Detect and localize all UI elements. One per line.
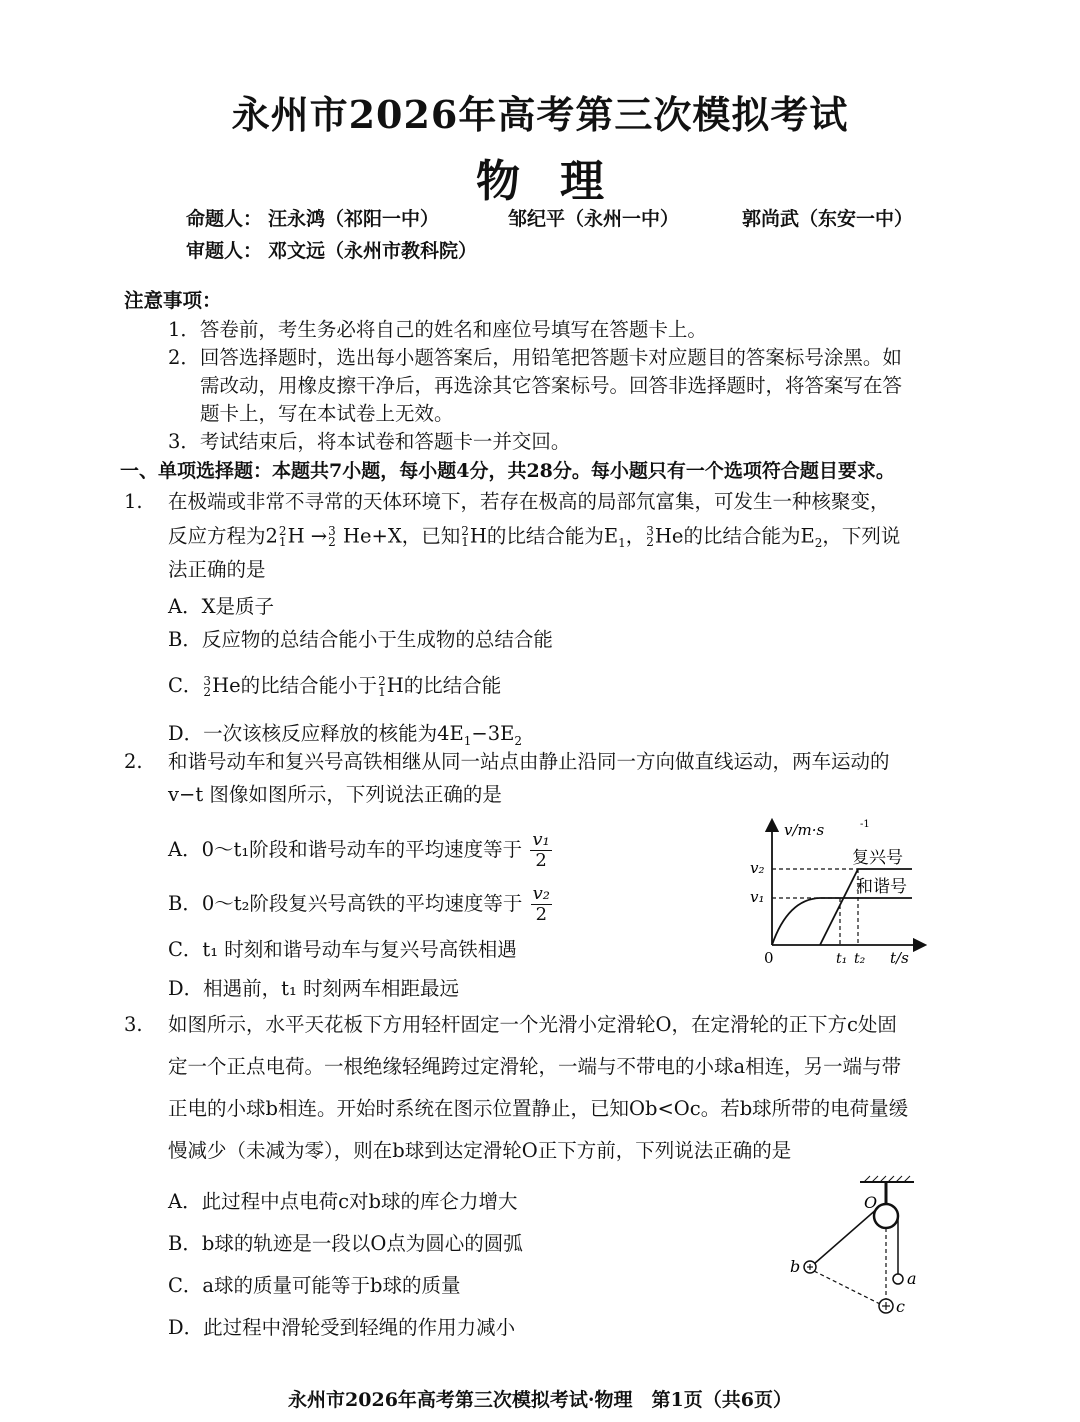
y-axis-exponent: -1 [860,819,870,830]
section-1-heading: 一、单项选择题：本题共7小题，每小题4分，共28分。每小题只有一个选项符合题目要求。 [120,460,895,482]
notice-item-3: 3．考试结束后，将本试卷和答题卡一并交回。 [168,430,571,453]
label-c: c [896,1297,905,1316]
notice-heading: 注意事项： [124,289,222,312]
proposers-label: 命题人： [186,208,263,230]
v1-label: v₁ [750,888,765,906]
t2-label: t₂ [854,951,866,967]
isotope-2-1-b: 2 1 [461,524,469,549]
q2-line-2: v−t 图像如图所示，下列说法正确的是 [168,783,502,806]
proposer-2: 邹纪平（永州一中） [508,208,680,230]
q2-optb-den: 2 [535,903,548,925]
origin-label: 0 [764,949,774,967]
q1-text-a: 反应方程为2 [168,524,278,548]
notice-item-2-line-3: 题卡上，写在本试卷上无效。 [200,402,454,425]
q1-line-1: 在极端或非常不寻常的天体环境下，若存在极高的局部氘富集，可发生一种核聚变， [168,490,890,513]
x-axis-label: t/s [890,949,909,967]
notice-item-2-line-1: 2．回答选择题时，选出每小题答案后，用铅笔把答题卡对应题目的答案标号涂黑。如 [168,346,902,369]
q1-optc-a: C． [168,674,203,697]
proposer-1: 汪永鸿（祁阳一中） [268,208,440,230]
q2-option-d: D．相遇前，t₁ 时刻两车相距最远 [168,977,459,1000]
isotope-3-2-b: 3 2 [646,524,654,549]
q1-number: 1. [124,490,143,513]
dashed-bc [814,1271,880,1304]
q2-opta-fraction [530,830,551,871]
page-title: 永州市2026年高考第三次模拟考试 [231,92,849,137]
ball-a [893,1274,903,1284]
t1-label: t₁ [836,951,848,967]
q3-line-3: 正电的小球b相连。开始时系统在图示位置静止，已知Ob<Oc。若b球所带的电荷量缓 [168,1097,909,1120]
label-o: O [864,1193,878,1212]
q1-option-c [168,670,501,698]
q1-optd-b: −3E [471,722,515,745]
q1-text-f: He的比结合能为E [654,524,815,548]
q3-line-4: 慢减少（未减为零），则在b球到达定滑轮O正下方前，下列说法正确的是 [168,1139,792,1162]
q3-option-d: D．此过程中滑轮受到轻绳的作用力减小 [168,1316,516,1339]
q2-option-a [168,830,552,871]
q1-option-b: B．反应物的总结合能小于生成物的总结合能 [168,628,553,651]
notice-item-1: 1．答卷前，考生务必将自己的姓名和座位号填写在答题卡上。 [168,318,707,341]
rope-b [814,1208,878,1264]
subject-title: 物理 [476,156,644,207]
q1-line-3: 法正确的是 [168,558,266,581]
q1-text-b: H → [287,524,328,548]
isotope-3-2: 3 2 [328,524,336,549]
page-footer: 永州市2026年高考第三次模拟考试·物理 第1页（共6页） [288,1389,792,1411]
q1-optc-b: He的比结合能小于 [212,674,378,697]
q1-text-e: ， [625,524,646,548]
isotope-2-1-c: 2 1 [378,673,386,699]
q1-text-d: H的比结合能为E [469,524,619,548]
q3-option-a: A．此过程中点电荷c对b球的库仑力增大 [168,1190,518,1213]
hexie-curve [772,898,912,945]
label-b: b [790,1257,801,1276]
q1-optd-a: D．一次该核反应释放的核能为4E [168,722,464,745]
pulley-diagram [780,1172,940,1332]
reviewer-label: 审题人： [186,240,263,262]
q1-text-g: ，下列说 [822,524,901,548]
q2-line-1: 和谐号动车和复兴号高铁相继从同一站点由静止沿同一方向做直线运动，两车运动的 [168,750,890,773]
q3-option-b: B．b球的轨迹是一段以O点为圆心的圆弧 [168,1232,523,1255]
q2-opta-text: A．0～t₁阶段和谐号动车的平均速度等于 [168,837,523,861]
notice-item-2-line-2: 需改动，用橡皮擦干净后，再选涂其它答案标号。回答非选择题时，将答案写在答 [200,374,903,397]
q3-line-2: 定一个正点电荷。一根绝缘轻绳跨过定滑轮，一端与不带电的小球a相连，另一端与带 [168,1055,902,1078]
y-axis-label: v/m·s [784,821,825,839]
fuxing-label: 复兴号 [852,848,903,868]
v2-label: v₂ [750,859,765,877]
q3-option-c: C．a球的质量可能等于b球的质量 [168,1274,461,1297]
q2-opta-den: 2 [535,849,547,871]
q2-opta-num: v₁ [532,829,550,850]
q3-line-1: 如图所示，水平天花板下方用轻杆固定一个光滑小定滑轮O，在定滑轮的正下方c处固 [168,1013,897,1036]
hexie-label: 和谐号 [856,877,907,897]
label-a: a [907,1269,917,1288]
q3-number: 3. [124,1013,143,1036]
q2-optb-num: v₂ [532,883,550,904]
q2-option-b [168,884,552,925]
q2-optb-text: B．0～t₂阶段复兴号高铁的平均速度等于 [168,891,523,915]
isotope-2-1: 2 1 [278,524,287,549]
q2-option-c: C．t₁ 时刻和谐号动车与复兴号高铁相遇 [168,938,517,961]
q1-option-d: D．一次该核反应释放的核能为$4E_1-3E_2$ [168,722,523,748]
isotope-3-2-c: 3 2 [203,673,212,699]
q1-optc-c: H的比结合能 [386,674,502,697]
reviewer: 邓文远（永州市教科院） [268,240,478,262]
q2-number: 2. [124,750,143,773]
proposer-3: 郭尚武（东安一中） [742,208,914,230]
q1-line-2: 反应方程为22 1H →3 2 He+X，已知2 1H的比结合能为$E_1$，3 2He的比结合能为$E_2$，下列说 [168,524,901,551]
q1-text-c: He+X，已知 [336,524,461,548]
q2-optb-fraction [531,884,552,925]
vt-graph [740,815,940,975]
q1-option-a: A．X是质子 [168,595,274,618]
